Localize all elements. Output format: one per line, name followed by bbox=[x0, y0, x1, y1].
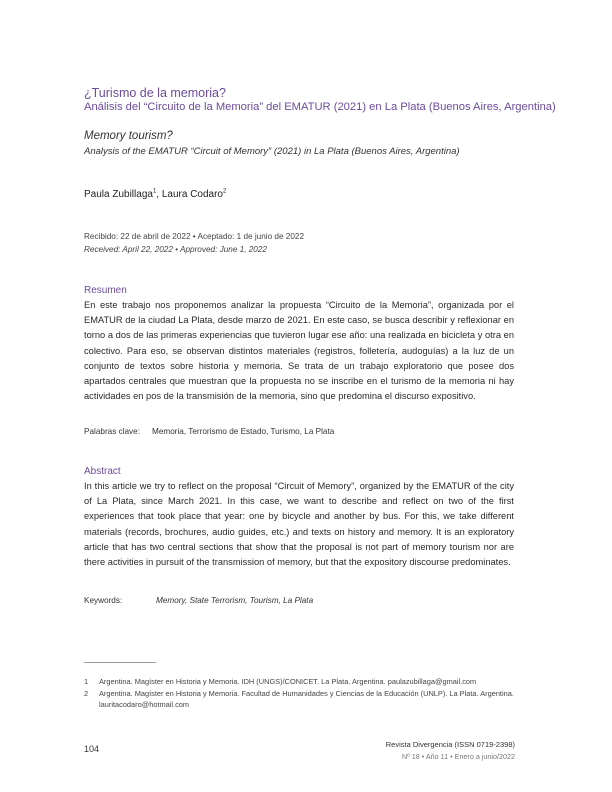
author-name: Laura Codaro bbox=[161, 189, 223, 200]
footnote bbox=[84, 676, 514, 687]
abstract-text: In this article we try to reflect on the proposal “Circuit of Memory”, organized by the EMATUR of the city of La Plata, since March 2021. In this case, we want to describe and reflect on two of the first experiences that took place that year: one by bicycle and another by bus. For this, we take different materials (records, brochures, audio guides, etc.) and texts on history and memory. It is an exploratory article that has two central sections that show that the proposal is not part of memory tourism nor are there activities in pursuit of the transmission of memory, but that the expository discourse predominates. bbox=[84, 481, 514, 568]
keywords-value: Memory, State Terrorism, Tourism, La Plata bbox=[156, 596, 314, 605]
subtitle-english: Analysis of the EMATUR “Circuit of Memory” (2021) in La Plata (Buenos Aires, Argentina) bbox=[84, 146, 460, 157]
footnote-divider bbox=[84, 662, 156, 663]
author-name: Paula Zubillaga bbox=[84, 189, 153, 200]
title-english: Memory tourism? bbox=[84, 130, 173, 142]
title-spanish: ¿Turismo de la memoria? bbox=[84, 86, 226, 100]
abstract-heading: Abstract bbox=[84, 466, 121, 477]
footnote-number: 2 bbox=[84, 689, 89, 698]
resumen-text: En este trabajo nos proponemos analizar la propuesta “Circuito de la Memoria”, organizada por el EMATUR de la ciudad La Plata, desde marzo de 2021. En este caso, se busca describir y reflexionar en torno a dos de las primeras experiencias que tuvieron lugar ese año: una realizada en bicicleta y otra en colectivo. Para eso, se observan distintos materiales (registros, folletería, audoguías) a la luz de un conjunto de textos sobre historia y memoria. Se trata de un trabajo exploratorio que posee dos apartados centrales que muestran que la propuesta no se inscribe en el turismo de la memoria ni hay actividades en pos de la transmisión de la memoria, sino que predomina el discurso expositivo. bbox=[84, 300, 514, 402]
issue-info: Nº 18 • Año 11 • Enero a junio/2022 bbox=[401, 752, 515, 761]
keywords-label: Palabras clave: bbox=[84, 427, 140, 436]
footnote-number: 1 bbox=[84, 677, 89, 686]
journal-name: Revista Divergencia (ISSN 0719-2398) bbox=[385, 740, 515, 749]
author-separator: , bbox=[156, 189, 162, 200]
dates-spanish: Recibido: 22 de abril de 2022 • Aceptado: 1 de junio de 2022 bbox=[84, 232, 305, 241]
authors bbox=[84, 189, 226, 200]
footnote-ref[interactable]: 2 bbox=[223, 188, 227, 195]
page-number: 104 bbox=[84, 744, 100, 754]
footnote bbox=[84, 688, 514, 710]
footnote-text: Argentina. Magíster en Historia y Memoria. IDH (UNGS)/CONICET. La Plata. Argentina. paulazubillaga@gmail.com bbox=[99, 677, 477, 686]
dates-english: Received: April 22, 2022 • Approved: June 1, 2022 bbox=[84, 245, 267, 254]
keywords-label: Keywords: bbox=[84, 596, 123, 605]
keywords-english bbox=[84, 596, 313, 605]
footnote-ref[interactable]: 1 bbox=[152, 188, 157, 195]
keywords-spanish bbox=[84, 427, 334, 436]
footnote-text: Argentina. Magíster en Historia y Memoria. Facultad de Humanidades y Ciencias de la Educación (UNLP). La Plata. Argentina. lauritacodaro@hotmail.com bbox=[99, 689, 514, 710]
keywords-value: Memoria, Terrorismo de Estado, Turismo, La Plata bbox=[152, 427, 335, 436]
subtitle-spanish: Análisis del “Circuito de la Memoria” del EMATUR (2021) en La Plata (Buenos Aires, Argentina) bbox=[84, 101, 556, 113]
resumen-heading: Resumen bbox=[84, 285, 127, 296]
